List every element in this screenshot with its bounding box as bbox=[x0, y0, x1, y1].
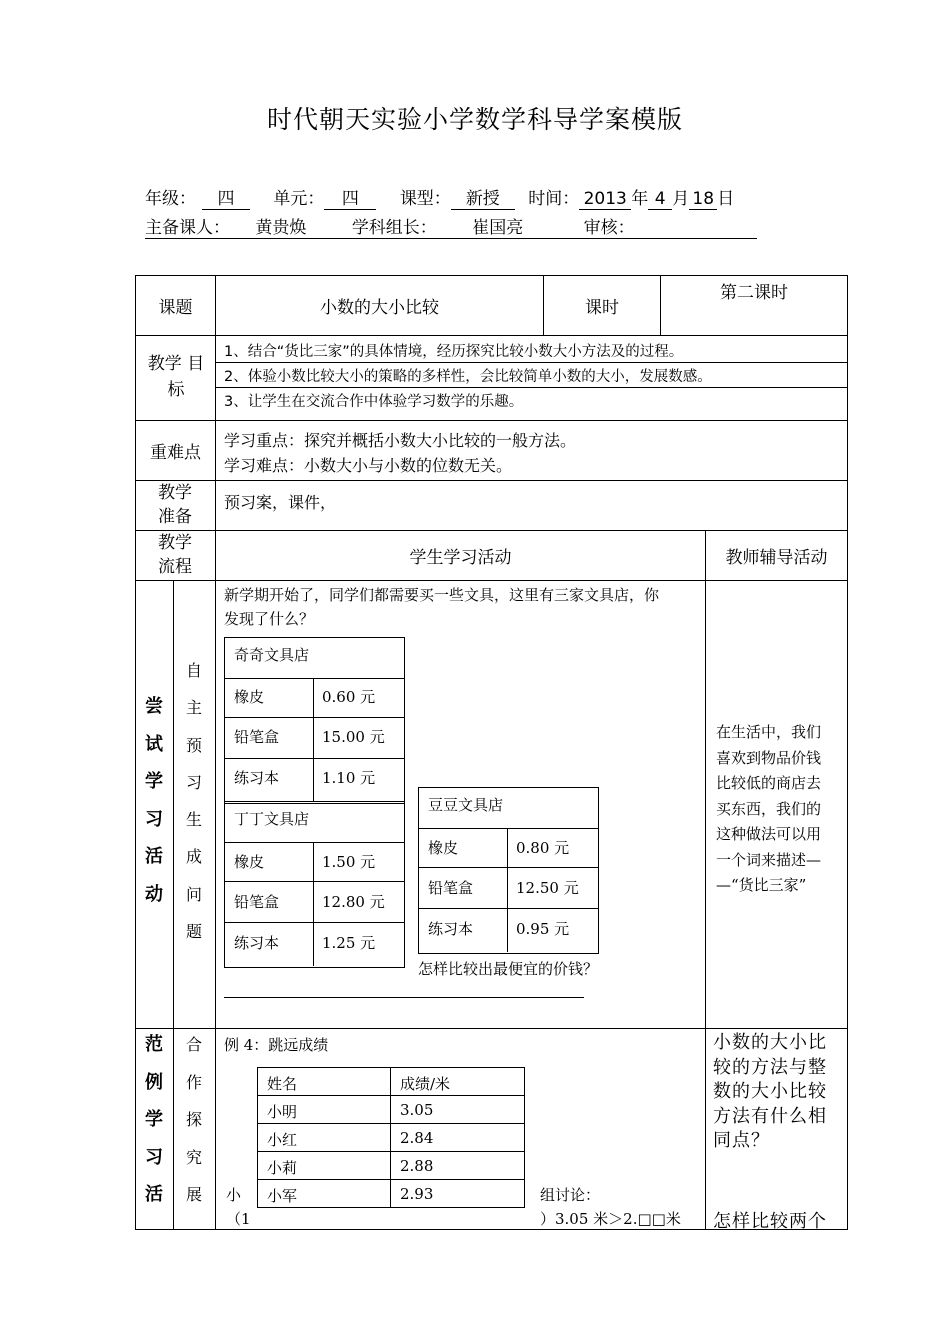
month-suffix: 月 bbox=[672, 189, 690, 209]
item-price: 0.95 元 bbox=[516, 920, 570, 938]
score-name: 小军 bbox=[267, 1187, 298, 1205]
shop-name: 奇奇文具店 bbox=[234, 646, 310, 664]
key-focus: 学习重点：探究并概括小数大小比较的一般方法。 bbox=[224, 431, 577, 450]
goal-2: 2、体验小数比较大小的策略的多样性，会比较简单小数的大小，发展数感。 bbox=[224, 369, 712, 385]
meta-line-1 bbox=[145, 184, 734, 210]
section2-label: 范例学习活 bbox=[145, 1034, 163, 1205]
head-value: 崔国亮 bbox=[472, 218, 524, 238]
teacher-line: 喜欢到物品价钱 bbox=[716, 748, 822, 767]
section1-label: 尝试学习活动 bbox=[145, 696, 163, 905]
item-price: 12.80 元 bbox=[322, 893, 385, 911]
score-header-value: 成绩/米 bbox=[400, 1075, 451, 1093]
time-label: 时间： bbox=[528, 189, 580, 209]
item-name: 橡皮 bbox=[234, 688, 265, 706]
goal-1: 1、结合“货比三家”的具体情境，经历探究比较小数大小方法及的过程。 bbox=[224, 344, 684, 360]
score-value: 2.84 bbox=[400, 1129, 434, 1147]
section1-sub: 自主预习生成问题 bbox=[185, 661, 202, 942]
section2-sub: 合作探究展 bbox=[185, 1035, 202, 1204]
month-value: 4 bbox=[648, 189, 672, 210]
topic-value: 小数的大小比较 bbox=[320, 298, 439, 318]
lead-value: 黄贵焕 bbox=[255, 218, 307, 238]
teacher-line: 比较低的商店去 bbox=[716, 774, 822, 792]
page-title: 时代朝天实验小学数学科导学案模版 bbox=[266, 105, 683, 134]
item-price: 0.60 元 bbox=[322, 688, 376, 706]
item-name: 铅笔盒 bbox=[234, 728, 280, 746]
item-name: 铅笔盒 bbox=[428, 879, 474, 897]
section2-teacher-2: 怎样比较两个 bbox=[713, 1211, 827, 1232]
unit-label: 单元： bbox=[273, 189, 325, 209]
teacher-line: 在生活中，我们 bbox=[716, 723, 822, 741]
discuss-left-2: （1 bbox=[226, 1210, 251, 1228]
discuss-right-2: ）3.05 米＞2.□□米 bbox=[540, 1210, 681, 1228]
review-label: 审核： bbox=[583, 218, 635, 238]
item-price: 0.80 元 bbox=[516, 839, 570, 857]
teacher-line: 同点？ bbox=[713, 1130, 770, 1151]
year-suffix: 年 bbox=[631, 189, 649, 209]
day-suffix: 日 bbox=[717, 189, 735, 209]
discuss-right-1: 组讨论： bbox=[540, 1186, 601, 1204]
teacher-line: 小数的大小比 bbox=[713, 1032, 827, 1053]
teacher-line: 较的方法与整 bbox=[713, 1056, 827, 1078]
item-price: 12.50 元 bbox=[516, 879, 579, 897]
score-name: 小明 bbox=[267, 1103, 298, 1121]
item-price: 1.25 元 bbox=[322, 934, 376, 952]
type-value: 新授 bbox=[451, 189, 515, 210]
teacher-line: 这种做法可以用 bbox=[716, 825, 822, 843]
shop-name: 豆豆文具店 bbox=[428, 796, 504, 814]
topic-label: 课题 bbox=[158, 298, 193, 318]
period-label: 课时 bbox=[585, 298, 619, 318]
item-price: 1.50 元 bbox=[322, 853, 376, 871]
teacher-line: 方法有什么相 bbox=[713, 1105, 827, 1127]
teacher-header: 教师辅导活动 bbox=[725, 548, 828, 568]
teacher-line: 买东西，我们的 bbox=[716, 799, 822, 818]
key-label: 重难点 bbox=[150, 443, 201, 463]
grade-label: 年级： bbox=[145, 189, 196, 209]
score-value: 2.93 bbox=[400, 1185, 434, 1203]
item-price: 15.00 元 bbox=[322, 728, 385, 746]
item-price: 1.10 元 bbox=[322, 769, 376, 787]
item-name: 橡皮 bbox=[428, 839, 459, 857]
key-difficulty: 学习难点：小数大小与小数的位数无关。 bbox=[224, 456, 513, 475]
section1-intro-1: 新学期开始了，同学们都需要买一些文具，这里有三家文具店，你 bbox=[224, 586, 660, 604]
prep-value: 预习案，课件， bbox=[224, 493, 337, 512]
item-name: 练习本 bbox=[234, 934, 280, 952]
year-value: 2013 bbox=[579, 189, 631, 210]
item-name: 练习本 bbox=[234, 769, 280, 787]
teacher-line: 数的大小比较 bbox=[713, 1081, 827, 1102]
section1-teacher bbox=[716, 720, 842, 899]
head-label: 学科组长： bbox=[351, 218, 437, 238]
item-name: 橡皮 bbox=[234, 853, 265, 871]
item-name: 铅笔盒 bbox=[234, 893, 280, 911]
day-value: 18 bbox=[689, 189, 717, 210]
score-value: 2.88 bbox=[400, 1157, 434, 1175]
prep-label: 教学准备 bbox=[158, 483, 192, 527]
lead-label: 主备课人： bbox=[145, 218, 230, 238]
example-title: 例 4：跳远成绩 bbox=[224, 1036, 329, 1054]
section2-teacher bbox=[713, 1031, 845, 1154]
meta-line-2 bbox=[145, 218, 757, 239]
score-name: 小莉 bbox=[267, 1159, 298, 1177]
discuss-left-1: 小 bbox=[226, 1186, 242, 1204]
answer-line[interactable] bbox=[224, 997, 584, 998]
unit-value: 四 bbox=[324, 189, 376, 210]
process-label: 教学流程 bbox=[158, 533, 192, 577]
section1-question: 怎样比较出最便宜的价钱？ bbox=[418, 960, 599, 978]
item-name: 练习本 bbox=[428, 920, 474, 938]
grade-value: 四 bbox=[202, 189, 250, 210]
goals-label: 教学 目标 bbox=[147, 354, 205, 400]
teacher-line: 一个词来描述— bbox=[716, 850, 822, 869]
period-value: 第二课时 bbox=[720, 283, 788, 303]
goal-3: 3、让学生在交流合作中体验学习数学的乐趣。 bbox=[224, 394, 524, 410]
score-header-name: 姓名 bbox=[267, 1075, 298, 1093]
student-header: 学生学习活动 bbox=[409, 548, 512, 568]
shop-name: 丁丁文具店 bbox=[234, 810, 310, 828]
section1-intro-2: 发现了什么？ bbox=[224, 610, 315, 628]
type-label: 课型： bbox=[399, 189, 451, 209]
score-name: 小红 bbox=[267, 1131, 298, 1149]
score-value: 3.05 bbox=[400, 1101, 434, 1119]
teacher-line: —“货比三家” bbox=[716, 876, 807, 894]
